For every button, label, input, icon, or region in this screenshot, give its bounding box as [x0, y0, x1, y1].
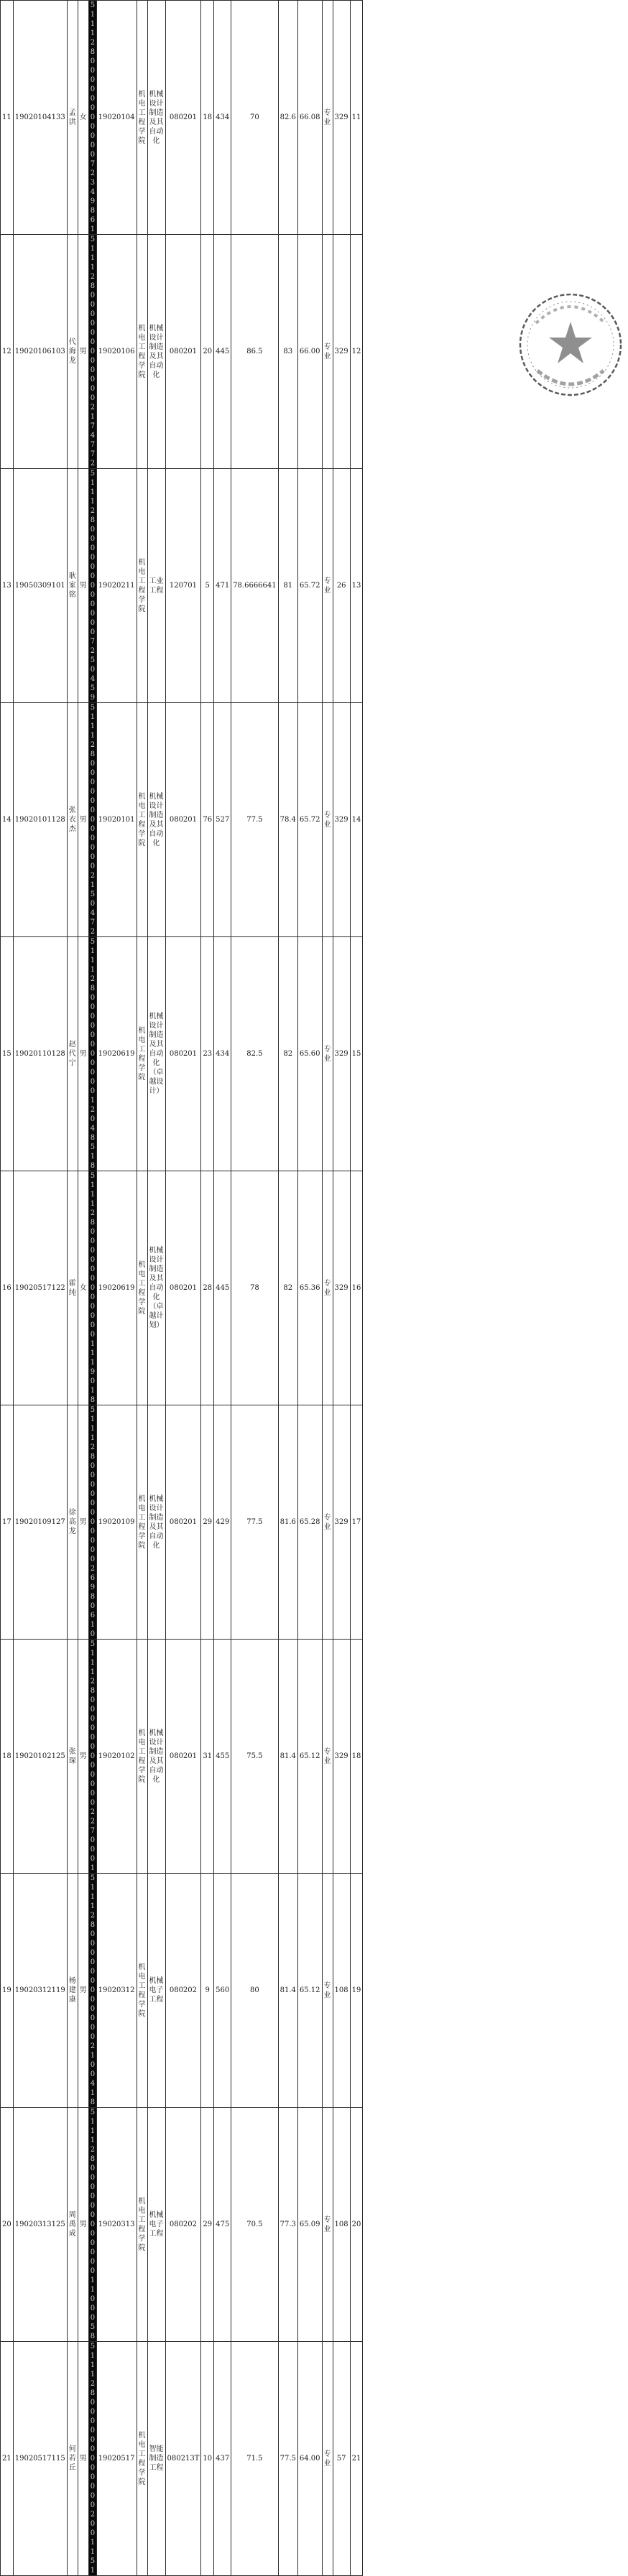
composite-score: 65.60	[297, 937, 322, 1171]
composite-score: 65.72	[297, 469, 322, 703]
major-code: 080201	[165, 235, 201, 469]
category: 专业	[322, 469, 333, 703]
rank: 12	[350, 235, 363, 469]
major-code: 080201	[165, 1640, 201, 1874]
row-seq: 18	[1, 1640, 14, 1874]
student-name: 耿家铭	[67, 469, 78, 703]
total-score: 445	[214, 235, 231, 469]
college: 机电工程学院	[137, 1, 147, 235]
major: 机械设计制造及其自动化	[147, 1, 165, 235]
major-code: 080202	[165, 1874, 201, 2108]
category: 专业	[322, 1874, 333, 2108]
student-id: 19020517115	[13, 2342, 67, 2576]
table-body	[1, 1, 363, 2576]
major-code: 120701	[165, 469, 201, 703]
table-row	[1, 469, 363, 703]
class-id: 19020313	[96, 2108, 137, 2342]
rank: 18	[350, 1640, 363, 1874]
student-name: 何若丘	[67, 2342, 78, 2576]
major-code: 080213T	[165, 2342, 201, 2576]
row-seq: 21	[1, 2342, 14, 2576]
student-name: 徐高龙	[67, 1405, 78, 1640]
category: 专业	[322, 937, 333, 1171]
composite-score: 66.08	[297, 1, 322, 235]
total-score: 475	[214, 2108, 231, 2342]
score-b: 82.6	[278, 1, 297, 235]
class-id: 19020619	[96, 937, 137, 1171]
gender: 男	[78, 937, 88, 1171]
student-name: 张衣杰	[67, 703, 78, 937]
score-b: 82	[278, 937, 297, 1171]
gender: 男	[78, 1874, 88, 2108]
score-a: 82.5	[231, 937, 278, 1171]
composite-score: 64.00	[297, 2342, 322, 2576]
major-code: 080201	[165, 703, 201, 937]
class-id: 19020211	[96, 469, 137, 703]
gender: 女	[78, 1171, 88, 1405]
gender: 男	[78, 2108, 88, 2342]
category: 专业	[322, 1, 333, 235]
category: 专业	[322, 1405, 333, 1640]
score-a: 86.5	[231, 235, 278, 469]
score-b: 81.4	[278, 1874, 297, 2108]
major-code: 080201	[165, 937, 201, 1171]
major: 机械设计制造及其自动化	[147, 235, 165, 469]
major: 机械设计制造及其自动化（卓越设计）	[147, 937, 165, 1171]
score-b: 83	[278, 235, 297, 469]
row-seq: 17	[1, 1405, 14, 1640]
cohort-size: 57	[333, 2342, 350, 2576]
student-name: 张琛	[67, 1640, 78, 1874]
score-a: 77.5	[231, 703, 278, 937]
composite-score: 65.12	[297, 1874, 322, 2108]
class-id: 19020312	[96, 1874, 137, 2108]
category: 专业	[322, 703, 333, 937]
major: 机械电子工程	[147, 2108, 165, 2342]
major: 机械设计制造及其自动化（卓越计划）	[147, 1171, 165, 1405]
table-row	[1, 1171, 363, 1405]
rank: 15	[350, 937, 363, 1171]
major-code: 080201	[165, 1171, 201, 1405]
class-rank: 10	[201, 2342, 214, 2576]
id-card-redacted: 5111280000000000002100418	[88, 1874, 96, 2108]
class-rank: 20	[201, 235, 214, 469]
composite-score: 65.72	[297, 703, 322, 937]
class-rank: 9	[201, 1874, 214, 2108]
major: 机械设计制造及其自动化	[147, 1640, 165, 1874]
category: 专业	[322, 2342, 333, 2576]
cohort-size: 108	[333, 1874, 350, 2108]
gender: 男	[78, 2342, 88, 2576]
id-card-redacted: 5111280000000000072349861	[88, 1, 96, 235]
category: 专业	[322, 1640, 333, 1874]
row-seq: 11	[1, 1, 14, 235]
id-card-redacted: 5111280000000000002174772	[88, 235, 96, 469]
id-card-redacted: 5111280000000000012048518	[88, 937, 96, 1171]
category: 专业	[322, 2108, 333, 2342]
row-seq: 19	[1, 1874, 14, 2108]
cohort-size: 26	[333, 469, 350, 703]
cohort-size: 329	[333, 937, 350, 1171]
score-a: 71.5	[231, 2342, 278, 2576]
major: 机械设计制造及其自动化	[147, 703, 165, 937]
table-row	[1, 1874, 363, 2108]
gender: 男	[78, 1640, 88, 1874]
table-row	[1, 1, 363, 235]
table-row	[1, 235, 363, 469]
rank: 13	[350, 469, 363, 703]
id-card-redacted: 5111280000000000002270001	[88, 1640, 96, 1874]
row-seq: 15	[1, 937, 14, 1171]
score-a: 78.6666641	[231, 469, 278, 703]
table-row	[1, 2342, 363, 2576]
total-score: 527	[214, 703, 231, 937]
class-rank: 18	[201, 1, 214, 235]
total-score: 560	[214, 1874, 231, 2108]
score-b: 81.6	[278, 1405, 297, 1640]
total-score: 429	[214, 1405, 231, 1640]
student-id: 19020102125	[13, 1640, 67, 1874]
cohort-size: 329	[333, 1, 350, 235]
table-row	[1, 937, 363, 1171]
cohort-size: 329	[333, 1405, 350, 1640]
major-code: 080202	[165, 2108, 201, 2342]
student-id: 19020104133	[13, 1, 67, 235]
score-a: 70.5	[231, 2108, 278, 2342]
table-row	[1, 1405, 363, 1640]
category: 专业	[322, 235, 333, 469]
major-code: 080201	[165, 1, 201, 235]
rank: 19	[350, 1874, 363, 2108]
college: 机电工程学院	[137, 235, 147, 469]
college: 机电工程学院	[137, 1405, 147, 1640]
composite-score: 66.00	[297, 235, 322, 469]
student-id: 19020109127	[13, 1405, 67, 1640]
cohort-size: 329	[333, 1640, 350, 1874]
student-id: 19020313125	[13, 2108, 67, 2342]
score-a: 75.5	[231, 1640, 278, 1874]
class-id: 19020101	[96, 703, 137, 937]
college: 机电工程学院	[137, 1874, 147, 2108]
gender: 男	[78, 1405, 88, 1640]
rank: 20	[350, 2108, 363, 2342]
student-id: 19020312119	[13, 1874, 67, 2108]
class-id: 19020517	[96, 2342, 137, 2576]
id-card-redacted: 5111280000000000026980610	[88, 1405, 96, 1640]
composite-score: 65.36	[297, 1171, 322, 1405]
class-id: 19020104	[96, 1, 137, 235]
total-score: 434	[214, 1, 231, 235]
id-card-redacted: 5111280000000000001119018	[88, 1171, 96, 1405]
category: 专业	[322, 1171, 333, 1405]
major: 机械电子工程	[147, 1874, 165, 2108]
class-id: 19020619	[96, 1171, 137, 1405]
student-name: 代海龙	[67, 235, 78, 469]
total-score: 455	[214, 1640, 231, 1874]
cohort-size: 329	[333, 703, 350, 937]
class-id: 19020109	[96, 1405, 137, 1640]
student-id: 19020110128	[13, 937, 67, 1171]
student-name: 孟洪	[67, 1, 78, 235]
row-seq: 12	[1, 235, 14, 469]
college: 机电工程学院	[137, 1171, 147, 1405]
total-score: 437	[214, 2342, 231, 2576]
total-score: 471	[214, 469, 231, 703]
student-id: 19050309101	[13, 469, 67, 703]
score-b: 77.5	[278, 2342, 297, 2576]
composite-score: 65.28	[297, 1405, 322, 1640]
gender: 男	[78, 235, 88, 469]
college: 机电工程学院	[137, 469, 147, 703]
student-name: 杨建康	[67, 1874, 78, 2108]
college: 机电工程学院	[137, 2108, 147, 2342]
gender: 男	[78, 703, 88, 937]
rank: 16	[350, 1171, 363, 1405]
student-id: 19020101128	[13, 703, 67, 937]
row-seq: 13	[1, 469, 14, 703]
row-seq: 20	[1, 2108, 14, 2342]
college: 机电工程学院	[137, 2342, 147, 2576]
class-id: 19020102	[96, 1640, 137, 1874]
class-rank: 28	[201, 1171, 214, 1405]
score-a: 78	[231, 1171, 278, 1405]
total-score: 434	[214, 937, 231, 1171]
class-rank: 5	[201, 469, 214, 703]
row-seq: 14	[1, 703, 14, 937]
row-seq: 16	[1, 1171, 14, 1405]
id-card-redacted: 5111280000000000001100058	[88, 2108, 96, 2342]
rank: 21	[350, 2342, 363, 2576]
score-a: 80	[231, 1874, 278, 2108]
class-rank: 23	[201, 937, 214, 1171]
student-id: 19020517122	[13, 1171, 67, 1405]
cohort-size: 108	[333, 2108, 350, 2342]
gender: 男	[78, 469, 88, 703]
class-id: 19020106	[96, 235, 137, 469]
college: 机电工程学院	[137, 703, 147, 937]
score-a: 70	[231, 1, 278, 235]
table-row	[1, 703, 363, 937]
table-row	[1, 1640, 363, 1874]
cohort-size: 329	[333, 235, 350, 469]
major: 智能制造工程	[147, 2342, 165, 2576]
rank: 17	[350, 1405, 363, 1640]
composite-score: 65.12	[297, 1640, 322, 1874]
score-a: 77.5	[231, 1405, 278, 1640]
rank: 14	[350, 703, 363, 937]
major: 机械设计制造及其自动化	[147, 1405, 165, 1640]
table-row	[1, 2108, 363, 2342]
total-score: 445	[214, 1171, 231, 1405]
class-rank: 31	[201, 1640, 214, 1874]
student-name: 周禹成	[67, 2108, 78, 2342]
score-b: 78.4	[278, 703, 297, 937]
gender: 女	[78, 1, 88, 235]
class-rank: 29	[201, 2108, 214, 2342]
score-b: 81.4	[278, 1640, 297, 1874]
score-b: 82	[278, 1171, 297, 1405]
student-name: 赵代宁	[67, 937, 78, 1171]
class-rank: 29	[201, 1405, 214, 1640]
class-rank: 76	[201, 703, 214, 937]
major-code: 080201	[165, 1405, 201, 1640]
college: 机电工程学院	[137, 937, 147, 1171]
student-name: 霍纯	[67, 1171, 78, 1405]
id-card-redacted: 5111280000000000002001151	[88, 2342, 96, 2576]
major: 工业工程	[147, 469, 165, 703]
student-id: 19020106103	[13, 235, 67, 469]
college: 机电工程学院	[137, 1640, 147, 1874]
score-b: 77.3	[278, 2108, 297, 2342]
id-card-redacted: 5111280000000000007250459	[88, 469, 96, 703]
id-card-redacted: 5111280000000000002150472	[88, 703, 96, 937]
composite-score: 65.09	[297, 2108, 322, 2342]
seal-stamp	[516, 290, 625, 399]
score-b: 81	[278, 469, 297, 703]
cohort-size: 329	[333, 1171, 350, 1405]
rank: 11	[350, 1, 363, 235]
